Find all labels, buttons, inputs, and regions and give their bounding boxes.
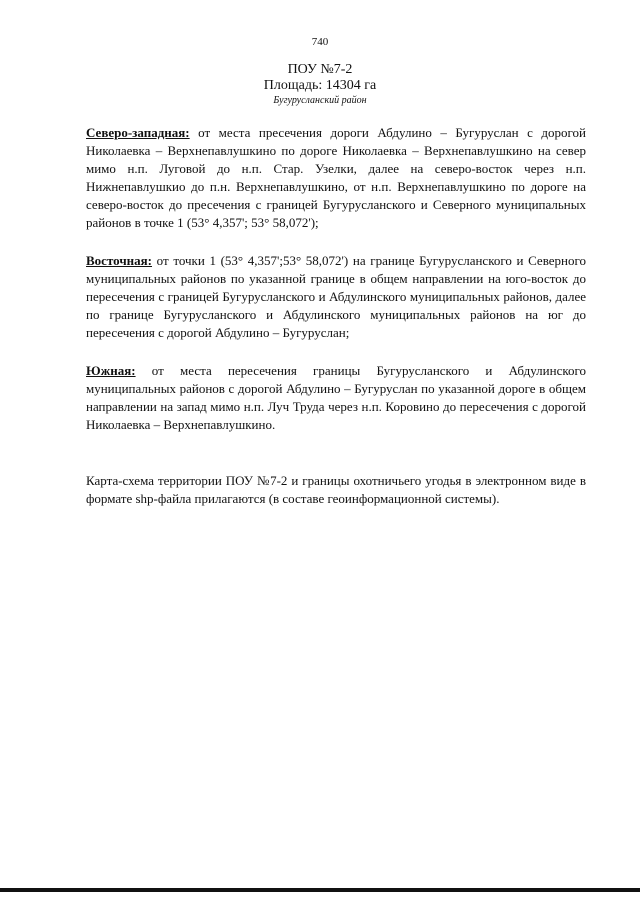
section-label: Южная: bbox=[86, 363, 136, 378]
district-name: Бугурусланский район bbox=[273, 95, 367, 106]
map-note: Карта-схема территории ПОУ №7-2 и границы охотничьего угодья в электронном виде в формате shp-файла прилагаются (в составе геоинформационной системы). bbox=[86, 473, 586, 506]
section-east bbox=[86, 252, 586, 342]
section-text: от места пресечения дороги Абдулино – Бугуруслан с дорогой Николаевка – Верхнепавлушкино по дороге Николаевка – Верхнепавлушкино на север мимо н.п. Луговой до н.п. Стар. Узелки, далее на северо-восток через н.п. Нижнепавлушкио до п.н. Верхнепавлушкино, от н.п. Верхнепавлушкино по дороге на северо-восток до пресечения с границей Бугурусланского и Северного муниципальных районов в точке 1 (53° 4,357'; 53° 58,072'); bbox=[86, 125, 586, 230]
section-text: от места пересечения границы Бугурусланского и Абдулинского муниципальных районов с дорогой Абдулино – Бугуруслан по указанной дороге в общем направлении на запад мимо н.п. Луч Труда через н.п. Коровино до пересечения с дорогой Николаевка – Верхнепавлушкино. bbox=[86, 363, 586, 432]
area-line: Площадь: 14304 га bbox=[263, 78, 377, 93]
section-text: от точки 1 (53° 4,357';53° 58,072') на границе Бугурусланского и Северного муниципальных районов по указанной границе в общем направлении на юго-восток до пересечения с границей Бугурусланского и Абдулинского муниципальных районов, далее по границе Бугурусланского и Абдулинского муниципальных районов на юг до пересечения с дорогой Абдулино – Бугуруслан; bbox=[86, 253, 586, 340]
document-title: ПОУ №7-2 bbox=[287, 62, 353, 77]
section-northwest bbox=[86, 124, 586, 232]
document-body bbox=[86, 124, 586, 526]
section-south bbox=[86, 362, 586, 434]
bottom-border-line bbox=[0, 888, 640, 892]
section-label: Северо-западная: bbox=[86, 125, 190, 140]
document-header bbox=[0, 62, 640, 108]
page-number: 740 bbox=[311, 36, 329, 48]
section-label: Восточная: bbox=[86, 253, 153, 268]
